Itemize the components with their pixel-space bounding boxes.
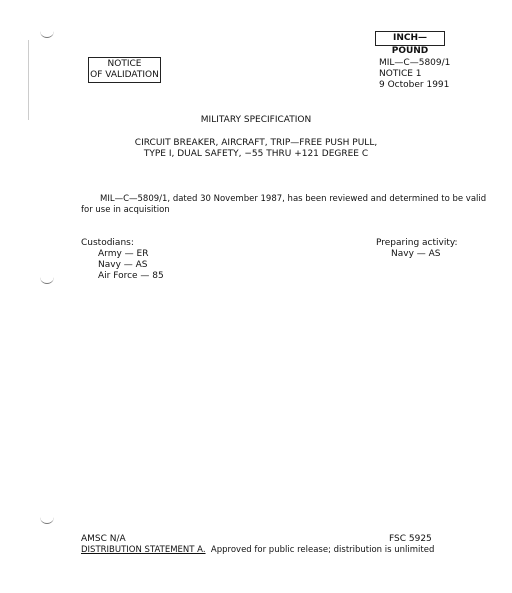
scan-edge-line: [28, 40, 29, 120]
doc-number: MIL—C—5809/1: [379, 58, 451, 68]
notice-box-line-2: OF VALIDATION: [90, 70, 159, 80]
preparing-activity-label: Preparing activity:: [376, 238, 458, 248]
notice-number: NOTICE 1: [379, 69, 422, 79]
custodian-army: Army — ER: [98, 249, 149, 259]
distribution-statement-text: Approved for public release; distribution is unlimited: [205, 545, 435, 555]
distribution-statement: [81, 545, 434, 556]
spec-heading: MILITARY SPECIFICATION: [200, 115, 312, 125]
spec-title-line-2: TYPE I, DUAL SAFETY, −55 THRU +121 DEGREE C: [143, 149, 369, 159]
custodians-label: Custodians:: [81, 238, 134, 248]
notice-of-validation-box: [88, 57, 161, 83]
inch-pound-label: INCH—POUND: [391, 33, 429, 56]
binder-hole-mark: [40, 517, 54, 524]
custodian-air-force: Air Force — 85: [98, 271, 164, 281]
distribution-statement-label: DISTRIBUTION STATEMENT A.: [81, 545, 206, 555]
amsc-label: AMSC N/A: [81, 534, 126, 544]
binder-hole-mark: [40, 31, 54, 38]
spec-title-line-1: CIRCUIT BREAKER, AIRCRAFT, TRIP—FREE PUSH PULL,: [134, 138, 378, 148]
document-date: 9 October 1991: [379, 80, 450, 90]
body-text-line-2: for use in acquisition: [81, 205, 170, 215]
notice-box-line-1: NOTICE: [107, 59, 142, 69]
preparing-activity-value: Navy — AS: [391, 249, 441, 259]
binder-hole-mark: [40, 277, 54, 284]
body-text-line-1: MIL—C—5809/1, dated 30 November 1987, has been reviewed and determined to be valid: [100, 194, 487, 204]
inch-pound-box: [375, 31, 445, 56]
custodian-navy: Navy — AS: [98, 260, 148, 270]
fsc-code: FSC 5925: [389, 534, 432, 544]
